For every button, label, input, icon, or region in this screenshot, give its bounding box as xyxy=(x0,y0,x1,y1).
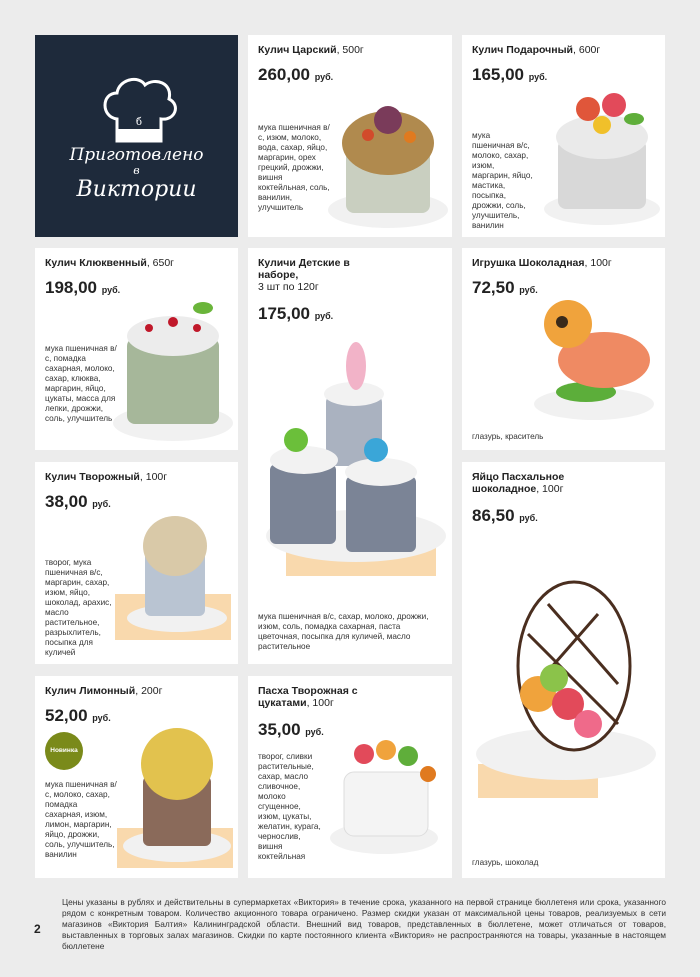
product-weight: , 100г xyxy=(584,257,612,269)
product-card-detskie xyxy=(248,248,452,664)
product-price: 165,00 руб. xyxy=(472,65,548,84)
product-name: Яйцо Пасхальное шоколадное xyxy=(472,471,565,495)
product-photo xyxy=(318,75,450,235)
product-weight: , 650г xyxy=(146,257,174,269)
product-name: Кулич Царский xyxy=(258,44,337,56)
product-card-klyukvenny xyxy=(35,248,238,450)
product-photo xyxy=(107,288,237,448)
chef-hat-icon xyxy=(99,75,179,153)
product-photo xyxy=(526,284,662,424)
product-price: 260,00 руб. xyxy=(258,65,334,84)
product-card-paskha xyxy=(248,676,452,878)
product-price: 86,50 руб. xyxy=(472,506,538,525)
product-ingredients: глазурь, шоколад xyxy=(472,858,539,867)
product-card-limonny xyxy=(35,676,238,878)
product-name: Куличи Детские в наборе, xyxy=(258,257,350,281)
product-price: 72,50 руб. xyxy=(472,278,538,297)
product-name: Кулич Творожный xyxy=(45,471,140,483)
product-name: Кулич Клюквенный xyxy=(45,257,147,269)
product-photo xyxy=(111,506,237,656)
product-price: 198,00 руб. xyxy=(45,278,121,297)
product-name: Кулич Подарочный xyxy=(472,44,574,56)
product-weight: , 100г xyxy=(139,471,168,483)
product-ingredients: мука пшеничная в/с, сахар, молоко, дрожжи, изюм, соль, помадка сахарная, паста цветочная, посыпка для куличей, масло растительное xyxy=(258,612,429,651)
product-name: Игрушка Шоколадная xyxy=(472,257,585,269)
product-price: 175,00 руб. xyxy=(258,304,334,323)
product-card-tsarsky xyxy=(248,35,452,237)
product-card-tvorozhny xyxy=(35,462,238,664)
product-weight: , 100г xyxy=(536,483,564,495)
product-photo xyxy=(113,716,237,872)
product-price: 35,00 руб. xyxy=(258,720,324,739)
product-weight: , 500г xyxy=(336,44,364,56)
footer-disclaimer: Цены указаны в рублях и действительны в супермаркетах «Виктория» в течение срока, указанного на первой странице бюллетеня или срока, указанного рядом с конкретным товаром. Количество акционного товара ограничено. Размер скидки указан от максимальной цены товаров, реализуемых в сети магазинов «Виктория Балтия» Калининградской области. Внешний вид товаров, представленных в бюллетене, может отличаться от товаров, выставленных в торговых залах магазинов. Скидки по карте постоянного клиента «Виктория» не распространяются на товары, указанные в настоящем бюллетене xyxy=(62,897,666,951)
product-ingredients: мука пшеничная в/с, молоко, сахар, изюм, маргарин, яйцо, мастика, посыпка, дрожжи, соль, улучшитель, ванилин xyxy=(472,131,533,230)
product-ingredients: мука пшеничная в/с, молоко, сахар, помадка сахарная, изюм, лимон, маргарин, яйцо, дрожжи, соль, улучшитель, ванилин xyxy=(45,780,117,859)
product-weight: , 100г xyxy=(306,697,334,709)
product-card-yaytso xyxy=(462,462,665,878)
product-weight: , 200г xyxy=(135,685,163,697)
product-name: Пасха Творожная с цукатами xyxy=(258,685,358,709)
product-ingredients: мука пшеничная в/с, изюм, молоко, вода, сахар, яйцо, маргарин, орех грецкий, дрожжи, вишня коктейльная, соль, ванилин, улучшитель xyxy=(258,123,330,212)
product-card-igrushka xyxy=(462,248,665,450)
product-ingredients: глазурь, краситель xyxy=(472,432,544,441)
brand-logo-block xyxy=(35,35,238,237)
product-ingredients: творог, мука пшеничная в/с, маргарин, сахар, изюм, яйцо, шоколад, арахис, масло растительное, разрыхлитель, посыпка для куличей xyxy=(45,558,112,657)
brand-text: Приготовлено в Виктории xyxy=(69,145,204,202)
product-price: 52,00 руб. xyxy=(45,706,111,725)
product-photo xyxy=(324,720,450,870)
product-weight: 3 шт по 120г xyxy=(258,281,319,293)
product-card-podarochny xyxy=(462,35,665,237)
product-price: 38,00 руб. xyxy=(45,492,111,511)
svg-text:б: б xyxy=(135,117,143,128)
product-ingredients: мука пшеничная в/с, помадка сахарная, молоко, сахар, клюква, маргарин, яйцо, цукаты, масса для лепки, дрожжи, соль, улучшитель xyxy=(45,344,117,423)
new-badge: Новинка xyxy=(45,732,83,770)
product-photo xyxy=(538,79,664,229)
product-photo xyxy=(256,336,446,592)
product-weight: , 600г xyxy=(573,44,601,56)
product-photo xyxy=(468,574,662,804)
product-name: Кулич Лимонный xyxy=(45,685,136,697)
page-number: 2 xyxy=(34,922,41,936)
product-ingredients: творог, сливки растительные, сахар, масло сливочное, молоко сгущенное, изюм, цукаты, желатин, курага, чернослив, вишня коктейльная xyxy=(258,752,321,861)
